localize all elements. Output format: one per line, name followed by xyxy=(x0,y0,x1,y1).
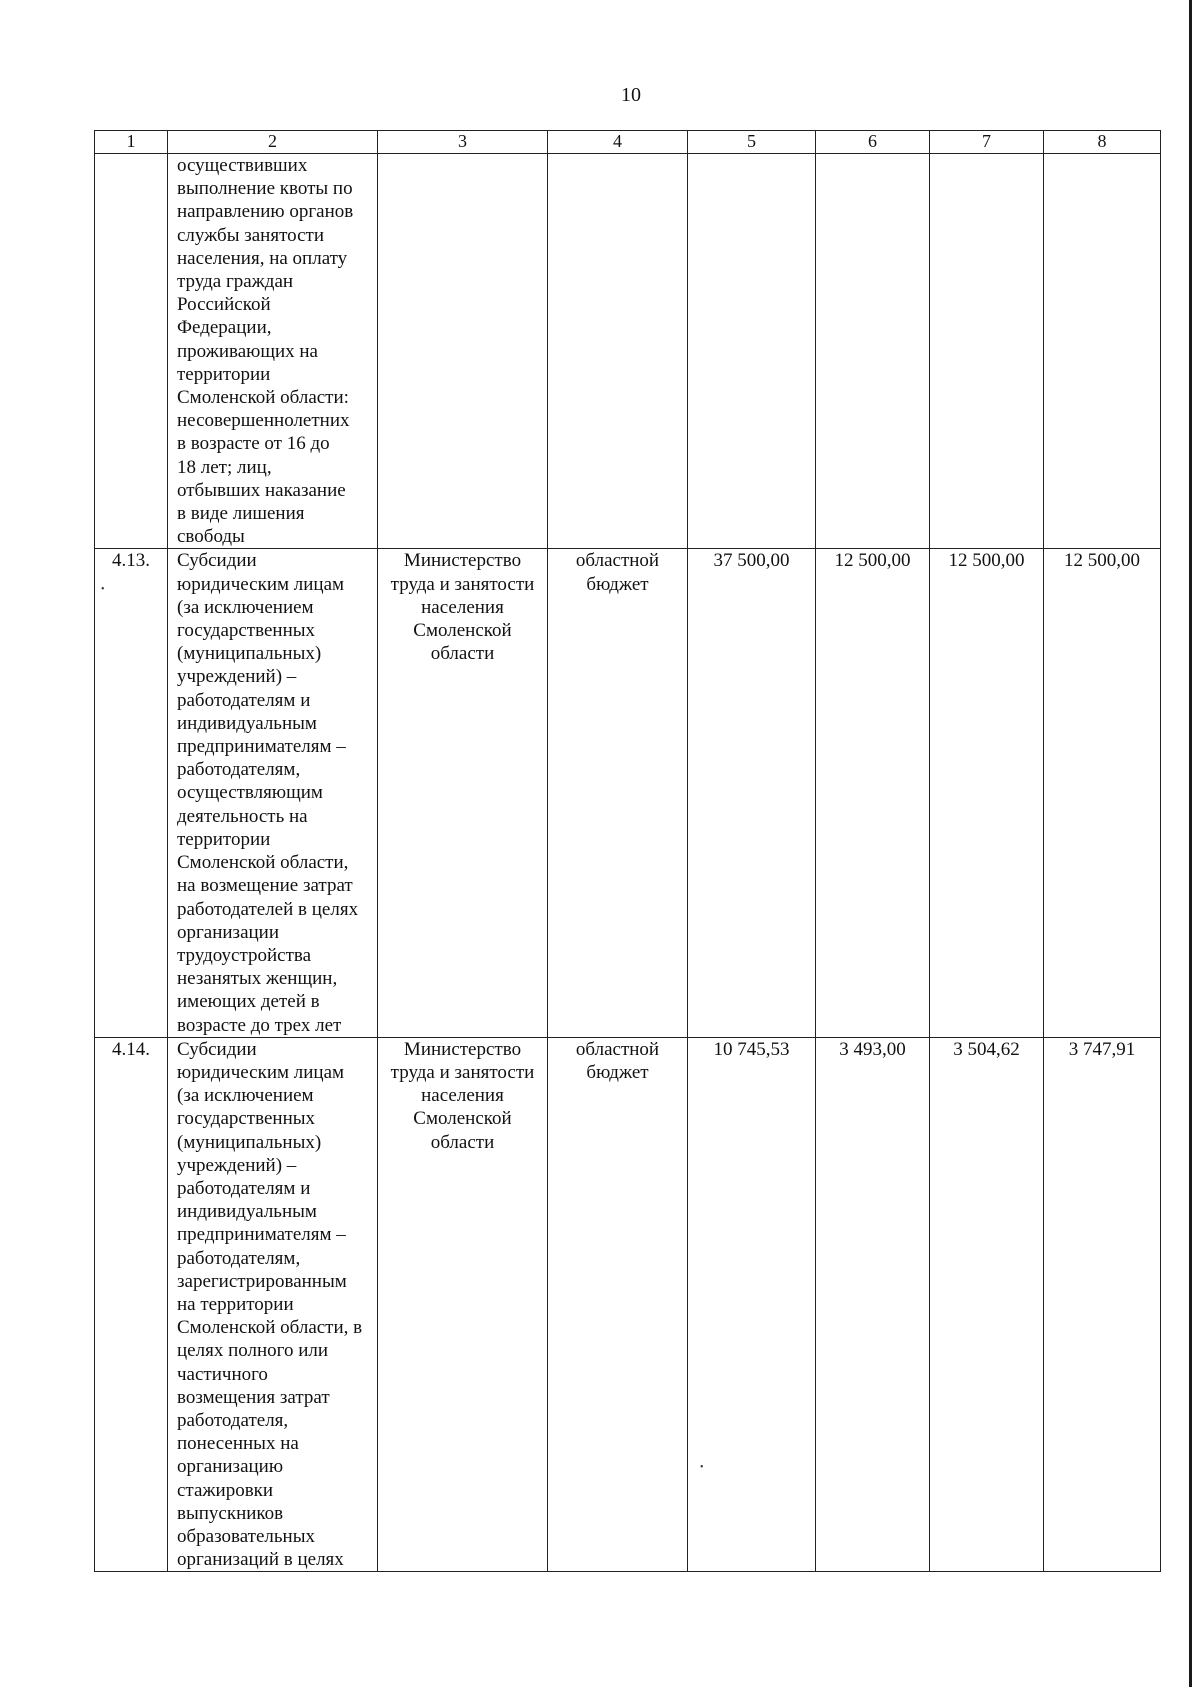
scan-edge-line xyxy=(1189,0,1192,1687)
description-line: работодателей в целях xyxy=(177,898,359,920)
scan-speck: • xyxy=(700,1462,704,1473)
executor-line: Министерство xyxy=(403,1038,522,1060)
executor-line: области xyxy=(430,643,495,665)
description-line: деятельность на xyxy=(177,805,308,827)
description-line: в возрасте от 16 до xyxy=(177,433,330,455)
description-line: (за исключением xyxy=(177,1085,314,1107)
description-line: работодателям, xyxy=(177,759,301,781)
description-line: Смоленской области: xyxy=(177,387,349,409)
executor-line: населения xyxy=(421,596,504,618)
amount-value: 12 500,00 xyxy=(1064,550,1140,572)
amount-value: 10 745,53 xyxy=(713,1038,790,1060)
description-line: проживающих на xyxy=(177,340,318,362)
description-line: понесенных на xyxy=(177,1433,299,1455)
column-header: 6 xyxy=(816,131,930,154)
description-line: осуществивших xyxy=(177,155,308,176)
description-line: юридическим лицам xyxy=(177,1061,345,1083)
description-line: имеющих детей в xyxy=(177,991,320,1013)
column-header: 2 xyxy=(168,131,378,154)
description-line: организаций в целях xyxy=(177,1549,344,1571)
description-cell xyxy=(168,1037,378,1572)
description-line: организации xyxy=(177,921,280,943)
amount-cell xyxy=(930,1037,1044,1572)
amount-value: 3 504,62 xyxy=(953,1038,1020,1060)
description-line: предпринимателям – xyxy=(177,736,346,758)
description-line: возрасте до трех лет xyxy=(177,1014,342,1036)
item-number-cell xyxy=(95,549,168,1037)
column-header: 8 xyxy=(1044,131,1161,154)
description-line: индивидуальным xyxy=(177,712,317,734)
amount-value: 3 493,00 xyxy=(839,1038,906,1060)
amount-cell xyxy=(816,1037,930,1572)
executor-line: области xyxy=(430,1131,495,1153)
description-line: зарегистрированным xyxy=(177,1270,347,1292)
executor-line: Смоленской xyxy=(413,620,512,642)
description-cell xyxy=(168,154,378,549)
description-line: Федерации, xyxy=(177,317,272,339)
description-line: возмещения затрат xyxy=(177,1386,330,1408)
description-line: труда граждан xyxy=(177,271,294,293)
description-line: несовершеннолетних xyxy=(177,410,350,432)
funding-source-cell xyxy=(548,549,688,1037)
amount-value: 37 500,00 xyxy=(713,550,790,572)
description-line: Субсидии xyxy=(177,550,257,572)
amount-cell xyxy=(816,154,930,549)
amount-cell xyxy=(1044,549,1161,1037)
description-line: учреждений) – xyxy=(177,1154,297,1176)
executor-cell xyxy=(378,1037,548,1572)
description-line: службы занятости xyxy=(177,224,324,246)
description-line: на возмещение затрат xyxy=(177,875,353,897)
amount-cell xyxy=(688,549,816,1037)
item-number: 4.13. xyxy=(112,550,150,572)
amount-cell xyxy=(930,549,1044,1037)
description-line: работодателя, xyxy=(177,1409,289,1431)
funding-source-line: областной xyxy=(575,1038,660,1060)
description-line: частичного xyxy=(177,1363,268,1385)
description-line: территории xyxy=(177,828,271,850)
amount-cell xyxy=(1044,1037,1161,1572)
description-line: стажировки xyxy=(177,1479,274,1501)
description-cell xyxy=(168,549,378,1037)
item-number-cell xyxy=(95,154,168,549)
table-body xyxy=(95,131,1161,1572)
description-line: незанятых женщин, xyxy=(177,968,338,990)
amount-cell xyxy=(688,1037,816,1572)
item-number: 4.14. xyxy=(112,1038,150,1060)
funding-source-cell xyxy=(548,1037,688,1572)
column-header: 4 xyxy=(548,131,688,154)
description-line: трудоустройства xyxy=(177,944,312,966)
column-header: 3 xyxy=(378,131,548,154)
description-line: (муниципальных) xyxy=(177,1131,322,1153)
description-line: территории xyxy=(177,363,271,385)
column-header: 1 xyxy=(95,131,168,154)
amount-value: 12 500,00 xyxy=(948,550,1025,572)
description-line: работодателям и xyxy=(177,689,311,711)
description-line: выпускников xyxy=(177,1502,284,1524)
page-number: 10 xyxy=(621,84,641,106)
executor-line: населения xyxy=(421,1085,504,1107)
description-line: выполнение квоты по xyxy=(177,178,353,200)
column-header: 7 xyxy=(930,131,1044,154)
amount-cell xyxy=(1044,154,1161,549)
description-line: отбывших наказание xyxy=(177,479,346,501)
amount-cell xyxy=(816,549,930,1037)
amount-value: 3 747,91 xyxy=(1068,1038,1136,1060)
description-line: Смоленской области, в xyxy=(177,1317,363,1339)
amount-value: 12 500,00 xyxy=(834,550,911,572)
description-line: свободы xyxy=(177,526,245,548)
table-row xyxy=(95,1037,1161,1572)
description-line: работодателям, xyxy=(177,1247,301,1269)
item-number-cell xyxy=(95,1037,168,1572)
description-line: предпринимателям – xyxy=(177,1224,346,1246)
table-row xyxy=(95,154,1161,549)
column-header: 5 xyxy=(688,131,816,154)
description-line: 18 лет; лиц, xyxy=(177,456,272,478)
scan-speck: • xyxy=(101,584,105,595)
column-number-row xyxy=(95,131,1161,154)
executor-line: Смоленской xyxy=(413,1108,512,1130)
amount-cell xyxy=(688,154,816,549)
funding-source-line: областной xyxy=(575,550,660,572)
description-line: государственных xyxy=(177,1108,316,1130)
description-line: Российской xyxy=(177,294,271,316)
description-line: на территории xyxy=(177,1293,294,1315)
description-line: образовательных xyxy=(177,1525,315,1547)
description-line: работодателям и xyxy=(177,1177,311,1199)
description-line: в виде лишения xyxy=(177,503,305,525)
funding-source-line: бюджет xyxy=(586,1061,649,1083)
description-line: организацию xyxy=(177,1456,284,1478)
amount-cell xyxy=(930,154,1044,549)
description-line: учреждений) – xyxy=(177,666,297,688)
description-line: юридическим лицам xyxy=(177,573,345,595)
executor-line: труда и занятости xyxy=(390,573,535,595)
description-line: Субсидии xyxy=(177,1038,257,1060)
description-line: государственных xyxy=(177,620,316,642)
executor-cell xyxy=(378,549,548,1037)
budget-table xyxy=(94,130,1161,1572)
funding-source-cell xyxy=(548,154,688,549)
executor-line: труда и занятости xyxy=(390,1061,535,1083)
executor-cell xyxy=(378,154,548,549)
description-line: Смоленской области, xyxy=(177,852,349,874)
executor-line: Министерство xyxy=(403,550,522,572)
description-line: (муниципальных) xyxy=(177,643,322,665)
description-line: (за исключением xyxy=(177,596,314,618)
table-row xyxy=(95,549,1161,1037)
description-line: направлению органов xyxy=(177,201,354,223)
funding-source-line: бюджет xyxy=(586,573,649,595)
description-line: населения, на оплату xyxy=(177,247,348,269)
description-line: индивидуальным xyxy=(177,1201,317,1223)
description-line: осуществляющим xyxy=(177,782,323,804)
description-line: целях полного или xyxy=(177,1340,329,1362)
